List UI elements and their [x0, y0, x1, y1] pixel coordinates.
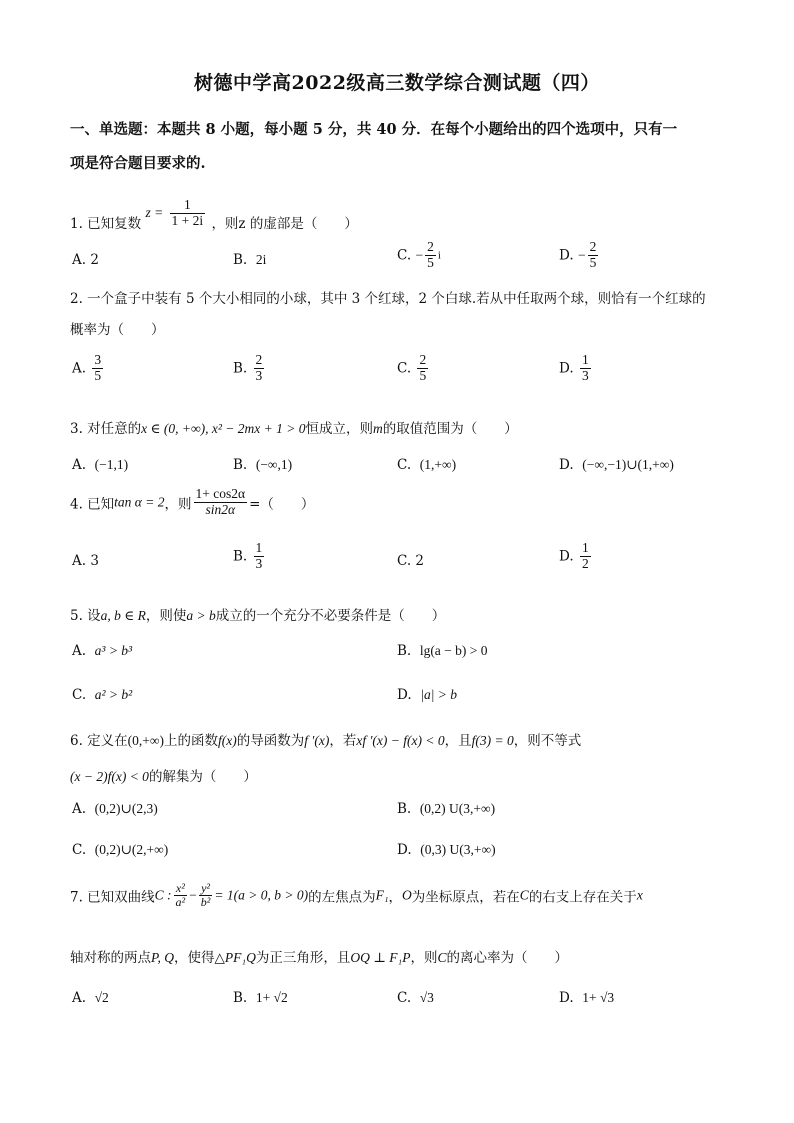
q3-option-c — [397, 457, 456, 473]
q3-option-d-label: D. — [559, 457, 574, 473]
q3-option-a — [72, 457, 128, 473]
q3-option-b-label: B. — [233, 457, 248, 473]
q1-prefix: 1. 已知复数 — [70, 216, 142, 232]
section-heading-line2: 项是符合题目要求的. — [70, 155, 206, 172]
q6-option-c-label: C. — [72, 842, 87, 858]
q3-option-d — [559, 457, 674, 473]
q1-option-b-value: 2i — [255, 252, 267, 267]
q5-option-b — [397, 643, 488, 659]
question-2-line2: 概率为（ ） — [70, 322, 165, 338]
q7-minus: − — [189, 887, 197, 903]
q4-option-b-label: B. — [233, 548, 248, 565]
q7-frac-x-num: x² — [175, 881, 185, 895]
q5-prefix: 5. 设 — [70, 608, 101, 624]
q6-option-d — [397, 842, 496, 858]
section-heading-line1: 一、单选题：本题共 8 小题，每小题 5 分，共 40 分．在每个小题给出的四个选项中，只有一 — [70, 121, 678, 138]
q7-option-c-value: √3 — [419, 990, 434, 1005]
q5-option-b-label: B. — [397, 643, 412, 659]
q3-option-a-value: (−1,1) — [94, 457, 129, 472]
q4-condition: tan α = 2 — [114, 494, 165, 510]
q7-frac-y-num: y² — [201, 881, 211, 895]
q3-option-c-label: C. — [397, 457, 412, 473]
q1-suffix: ，则z 的虚部是（ ） — [211, 216, 358, 232]
q2-option-c-frac — [417, 353, 428, 384]
q1-option-c-label: C. — [397, 247, 412, 264]
q5-option-a-label: A. — [72, 643, 87, 659]
q4-suffix: =（ ） — [249, 496, 315, 513]
q6-option-d-label: D. — [397, 842, 412, 858]
q4-frac-den: sin2α — [194, 502, 248, 518]
q4-option-a: A. 3 — [72, 553, 99, 569]
q6-text-i: ，且 — [444, 733, 472, 749]
q7-option-d-label: D. — [559, 990, 574, 1006]
q7-perpendicular: OQ ⊥ F₁P — [350, 950, 411, 965]
q2-option-c-num: 2 — [419, 352, 427, 367]
q1-frac-den: 1 + 2i — [171, 212, 204, 228]
q3-prefix: 3. 对任意的 — [70, 421, 142, 437]
q2-option-d-frac — [580, 353, 591, 384]
q1-option-d-label: D. — [559, 247, 574, 264]
q6-text-e: 的导函数为 — [236, 733, 305, 749]
q3-mid: 恒成立，则 — [305, 421, 373, 437]
question-7-line2 — [70, 946, 568, 966]
q6-option-c — [72, 842, 168, 858]
q1-option-d-sign: − — [577, 247, 586, 263]
q5-option-c-label: C. — [72, 687, 87, 703]
q6-fx: f(x) — [218, 733, 237, 748]
q7-text-7: 为正三角形，且 — [255, 950, 351, 966]
q1-option-c-frac — [425, 240, 436, 271]
q4-prefix: 4. 已知 — [70, 496, 115, 513]
q7-origin: O — [402, 887, 412, 903]
q7-option-c-label: C. — [397, 990, 412, 1006]
q1-option-d — [559, 240, 600, 271]
q7-points: P, Q — [151, 950, 175, 965]
q1-option-c — [397, 240, 441, 271]
q7-text-9: 的离心率为（ ） — [446, 950, 568, 966]
q6-text-a: 6. 定义在 — [70, 733, 128, 749]
q7-text-6: ，使得 — [174, 950, 215, 966]
q2-option-c-label: C. — [397, 360, 412, 377]
q5-option-c — [72, 687, 132, 703]
q2-option-d-label: D. — [559, 360, 574, 377]
q7-option-d — [559, 990, 614, 1006]
q7-text-5: 轴对称的两点 — [70, 950, 151, 966]
q4-option-d-label: D. — [559, 548, 574, 565]
q4-fraction — [194, 487, 248, 518]
q6-inequality: (x − 2)f(x) < 0 — [70, 769, 149, 784]
q2-option-b-label: B. — [233, 360, 248, 377]
q6-option-a-label: A. — [72, 801, 87, 817]
question-3 — [70, 417, 518, 437]
q4-option-d — [559, 541, 593, 572]
q1-option-c-num: 2 — [427, 239, 434, 254]
q3-condition: x ∈ (0, +∞), x² − 2mx + 1 > 0 — [141, 421, 306, 436]
q7-focus: F₁ — [375, 887, 389, 903]
q2-option-b-num: 2 — [255, 352, 263, 367]
q7-prefix: 7. 已知双曲线 — [70, 889, 155, 906]
q1-option-c-tail: i — [437, 249, 441, 262]
q4-option-d-num: 1 — [581, 540, 589, 555]
q1-fraction — [170, 198, 206, 229]
q7-option-b-value: 1+ √2 — [255, 990, 288, 1005]
q4-option-b-num: 1 — [255, 540, 263, 555]
q7-frac-x-den: a² — [175, 895, 186, 910]
q7-curve-ref: C — [519, 887, 529, 903]
q1-option-d-den: 5 — [589, 254, 597, 270]
q6-text-k: ，则不等式 — [513, 733, 582, 749]
q7-text-8: ，则 — [410, 950, 438, 966]
q2-option-a-label: A. — [72, 360, 87, 377]
q1-option-b-label: B. — [233, 252, 248, 268]
q1-option-b — [233, 252, 266, 268]
q5-option-b-value: lg(a − b) > 0 — [419, 643, 488, 658]
q4-mid: ，则 — [164, 496, 192, 513]
q7-condition: = 1(a > 0, b > 0) — [214, 887, 309, 903]
q5-option-a — [72, 643, 132, 659]
q7-option-a — [72, 990, 109, 1006]
q2-option-c-den: 5 — [419, 367, 427, 383]
q4-option-b-den: 3 — [255, 555, 263, 571]
q5-suffix: 成立的一个充分不必要条件是（ ） — [215, 608, 446, 624]
q2-option-b-den: 3 — [255, 367, 263, 383]
q2-option-a — [72, 353, 105, 384]
question-1 — [70, 194, 358, 232]
q3-suffix: 的取值范围为（ ） — [382, 421, 518, 437]
q2-option-d — [559, 353, 593, 384]
q6-text-g: ，若 — [329, 733, 357, 749]
q5-option-d-label: D. — [397, 687, 412, 703]
q7-text-4: 的右支上存在关于 — [528, 889, 637, 906]
q5-option-d — [397, 687, 457, 703]
q7-frac-y-den: b² — [200, 895, 211, 910]
q7-option-d-value: 1+ √3 — [582, 990, 615, 1005]
q2-option-a-den: 5 — [94, 367, 102, 383]
q7-option-c — [397, 990, 434, 1006]
q1-option-a: A. 2 — [72, 252, 99, 268]
q7-text-2: ， — [388, 889, 403, 906]
q6-text-line2: 的解集为（ ） — [148, 769, 257, 785]
q3-option-b — [233, 457, 292, 473]
q3-option-b-value: (−∞,1) — [255, 457, 293, 472]
q6-option-d-value: (0,3) U(3,+∞) — [420, 842, 496, 857]
q6-fprime: f ′(x) — [304, 733, 330, 748]
q1-option-d-frac — [588, 240, 599, 271]
q1-option-c-den: 5 — [427, 254, 434, 270]
q4-option-d-frac — [580, 541, 591, 572]
q2-option-c — [397, 353, 430, 384]
q2-option-a-num: 3 — [94, 352, 102, 367]
q4-frac-num: 1+ cos2α — [195, 486, 246, 501]
q2-option-a-frac — [92, 353, 103, 384]
q6-option-b-value: (0,2) U(3,+∞) — [419, 801, 496, 816]
question-4 — [70, 487, 314, 518]
page-title: 树德中学高2022级高三数学综合测试题（四） — [194, 72, 600, 94]
q6-text-c: 上的函数 — [164, 733, 219, 749]
q7-option-a-label: A. — [72, 990, 87, 1006]
question-6-line1 — [70, 729, 581, 749]
q3-variable: m — [373, 421, 383, 436]
q6-option-a — [72, 801, 158, 817]
q7-curve-label: C : — [154, 887, 172, 903]
q4-option-b — [233, 541, 266, 572]
q2-option-b — [233, 353, 266, 384]
q6-condition: xf ′(x) − f(x) < 0 — [356, 733, 445, 748]
q6-option-a-value: (0,2)∪(2,3) — [94, 801, 158, 816]
q7-text-1: 的左焦点为 — [308, 889, 376, 906]
question-2-line1: 2. 一个盒子中装有 5 个大小相同的小球，其中 3 个红球，2 个白球.若从中任取两个球，则恰有一个红球的 — [70, 291, 706, 307]
q7-text-3: 为坐标原点，若在 — [411, 889, 520, 906]
q2-option-d-den: 3 — [581, 367, 589, 383]
q7-curve-ref-2: C — [437, 950, 447, 965]
q7-option-b-label: B. — [233, 990, 248, 1006]
q3-option-d-value: (−∞,−1)∪(1,+∞) — [582, 457, 674, 472]
question-6-line2 — [70, 765, 257, 785]
q6-f3: f(3) = 0 — [471, 733, 514, 748]
q5-option-c-value: a² > b² — [94, 687, 133, 702]
q6-option-c-value: (0,2)∪(2,+∞) — [94, 842, 169, 857]
q2-option-d-num: 1 — [581, 352, 589, 367]
q1-option-c-sign: − — [415, 247, 424, 263]
q1-z-lhs: z = — [145, 205, 164, 220]
q5-condition: a, b ∈ R — [100, 608, 146, 623]
q4-option-b-frac — [254, 541, 265, 572]
q1-option-d-num: 2 — [589, 239, 597, 254]
q5-mid: ，则使 — [145, 608, 187, 624]
q4-option-d-den: 2 — [581, 555, 589, 571]
q1-frac-num: 1 — [183, 196, 191, 212]
q6-option-b-label: B. — [397, 801, 412, 817]
q7-option-b — [233, 990, 288, 1006]
q4-option-c: C. 2 — [397, 553, 425, 569]
question-7-line1 — [70, 882, 643, 909]
question-5 — [70, 604, 445, 624]
q7-frac-y — [199, 882, 213, 909]
q3-option-a-label: A. — [72, 457, 87, 473]
q5-inequality: a > b — [186, 608, 216, 623]
q5-option-d-value: |a| > b — [420, 687, 458, 702]
q6-domain: (0,+∞) — [127, 733, 165, 748]
q2-option-b-frac — [254, 353, 265, 384]
q7-option-a-value: √2 — [94, 990, 109, 1005]
q3-option-c-value: (1,+∞) — [419, 457, 457, 472]
q6-option-b — [397, 801, 495, 817]
q7-axis: x — [636, 887, 643, 903]
q7-frac-x — [174, 882, 188, 909]
q5-option-a-value: a³ > b³ — [94, 643, 133, 658]
q7-triangle: △PF₁Q — [214, 950, 256, 965]
